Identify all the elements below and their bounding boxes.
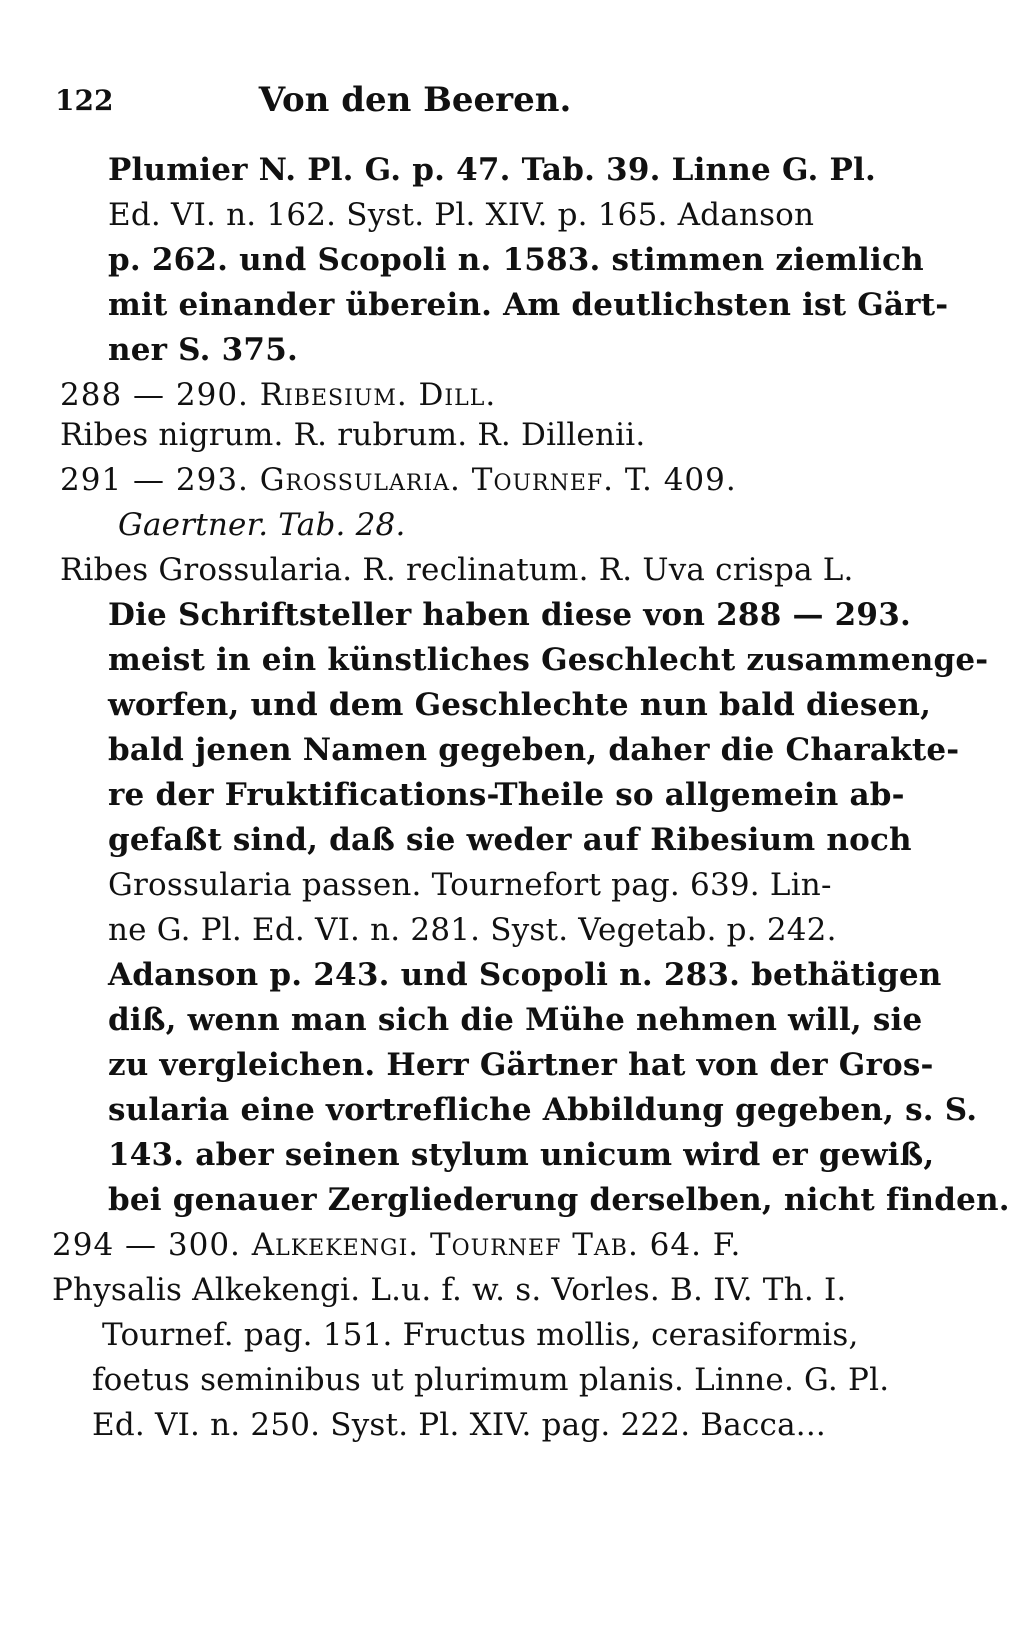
text-line: Gaertner. Tab. 28. [118, 507, 406, 543]
text-line: sularia eine vortrefliche Abbildung gegeben, s. S. [108, 1092, 978, 1128]
text-line: ner S. 375. [108, 332, 298, 368]
text-line: gefaßt sind, daß sie weder auf Ribesium noch [108, 822, 912, 858]
text-line: 143. aber seinen stylum unicum wird er gewiß, [108, 1137, 935, 1173]
text-line: bald jenen Namen gegeben, daher die Charakte- [108, 732, 960, 768]
text-line: Ed. VI. n. 162. Syst. Pl. XIV. p. 165. Adanson [108, 197, 815, 233]
text-line: bei genauer Zergliederung derselben, nicht finden. [108, 1182, 1010, 1218]
text-line: Ribes Grossularia. R. reclinatum. R. Uva crispa L. [60, 552, 854, 588]
page-header [55, 80, 775, 120]
text-line: foetus seminibus ut plurimum planis. Linne. G. Pl. [92, 1362, 890, 1398]
text-line: Physalis Alkekengi. L.u. f. w. s. Vorles. B. IV. Th. I. [52, 1272, 847, 1308]
text-line: diß, wenn man sich die Mühe nehmen will, sie [108, 1002, 923, 1038]
text-line: Grossularia passen. Tournefort pag. 639. Lin- [108, 867, 832, 903]
text-line: Adanson p. 243. und Scopoli n. 283. bethätigen [108, 957, 942, 993]
text-line: Die Schriftsteller haben diese von 288 — 293. [108, 597, 911, 633]
text-line: ne G. Pl. Ed. VI. n. 281. Syst. Vegetab. p. 242. [108, 912, 837, 948]
text-line: Ribes nigrum. R. rubrum. R. Dillenii. [60, 417, 646, 453]
running-title: Von den Beeren. [258, 80, 572, 120]
entry-heading: 288 — 290. Ribesium. Dill. [60, 377, 497, 413]
text-line: Plumier N. Pl. G. p. 47. Tab. 39. Linne G. Pl. [108, 152, 876, 188]
entry-heading: 291 — 293. Grossularia. Tournef. T. 409. [60, 462, 737, 498]
text-line: re der Fruktifications-Theile so allgemein ab- [108, 777, 905, 813]
text-line: Tournef. pag. 151. Fructus mollis, cerasiformis, [102, 1317, 859, 1353]
entry-heading: 294 — 300. Alkekengi. Tournef Tab. 64. F. [52, 1227, 742, 1263]
text-line: p. 262. und Scopoli n. 1583. stimmen ziemlich [108, 242, 924, 278]
text-line: Ed. VI. n. 250. Syst. Pl. XIV. pag. 222. Bacca... [92, 1407, 826, 1443]
text-line: meist in ein künstliches Geschlecht zusammenge- [108, 642, 989, 678]
text-line: zu vergleichen. Herr Gärtner hat von der Gros- [108, 1047, 934, 1083]
text-line: mit einander überein. Am deutlichsten ist Gärt- [108, 287, 949, 323]
text-line: worfen, und dem Geschlechte nun bald diesen, [108, 687, 932, 723]
page-number: 122 [55, 84, 114, 117]
